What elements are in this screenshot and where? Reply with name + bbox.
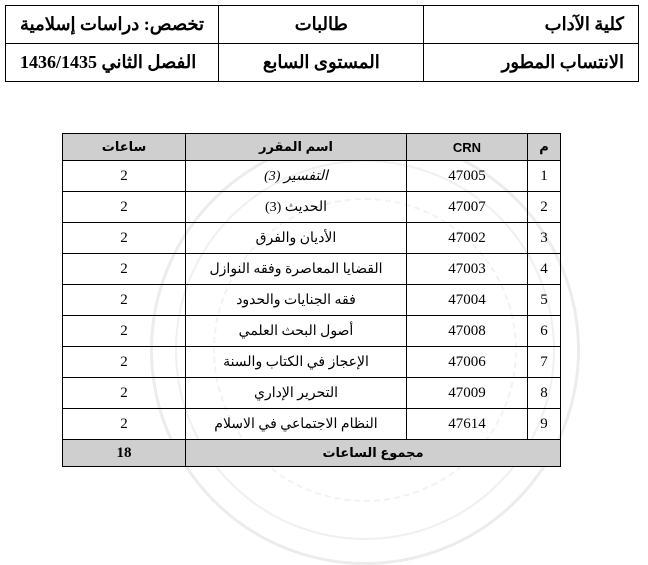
row-number: 9: [528, 409, 561, 440]
total-hours-label: مجموع الساعات: [186, 440, 561, 467]
row-number: 7: [528, 347, 561, 378]
table-row: [63, 254, 561, 285]
row-number: 5: [528, 285, 561, 316]
row-hours: 2: [63, 285, 186, 316]
row-hours: 2: [63, 409, 186, 440]
header-row: [6, 44, 639, 82]
table-header-row: [63, 134, 561, 161]
row-number: 1: [528, 161, 561, 192]
row-crn: 47007: [407, 192, 528, 223]
column-header-num: م: [528, 134, 561, 161]
table-row: [63, 161, 561, 192]
row-course-name: التحرير الإداري: [186, 378, 407, 409]
table-row: [63, 316, 561, 347]
table-row: [63, 378, 561, 409]
header-table: [5, 5, 639, 82]
total-hours-value: 18: [63, 440, 186, 467]
row-number: 4: [528, 254, 561, 285]
row-number: 2: [528, 192, 561, 223]
row-crn: 47002: [407, 223, 528, 254]
row-crn: 47003: [407, 254, 528, 285]
row-course-name: الإعجاز في الكتاب والسنة: [186, 347, 407, 378]
row-hours: 2: [63, 223, 186, 254]
row-hours: 2: [63, 316, 186, 347]
specialization: تخصص: دراسات إسلامية: [6, 6, 219, 44]
row-crn: 47005: [407, 161, 528, 192]
row-crn: 47008: [407, 316, 528, 347]
column-header-crn: CRN: [407, 134, 528, 161]
header-row: [6, 6, 639, 44]
row-hours: 2: [63, 378, 186, 409]
row-crn: 47006: [407, 347, 528, 378]
row-number: 3: [528, 223, 561, 254]
row-number: 6: [528, 316, 561, 347]
student-category: طالبات: [219, 6, 424, 44]
row-hours: 2: [63, 192, 186, 223]
row-number: 8: [528, 378, 561, 409]
table-row: [63, 192, 561, 223]
table-row: [63, 223, 561, 254]
row-course-name: التفسير (3): [186, 161, 407, 192]
total-row: [63, 440, 561, 467]
column-header-course-name: اسم المقرر: [186, 134, 407, 161]
column-header-hours: ساعات: [63, 134, 186, 161]
row-course-name: فقه الجنايات والحدود: [186, 285, 407, 316]
row-crn: 47009: [407, 378, 528, 409]
row-crn: 47004: [407, 285, 528, 316]
table-row: [63, 409, 561, 440]
row-course-name: الأديان والفرق: [186, 223, 407, 254]
semester-label: الفصل الثاني 1436/1435: [6, 44, 219, 82]
academic-level: المستوى السابع: [219, 44, 424, 82]
row-course-name: أصول البحث العلمي: [186, 316, 407, 347]
program-type: الانتساب المطور: [424, 44, 639, 82]
row-hours: 2: [63, 347, 186, 378]
row-hours: 2: [63, 254, 186, 285]
courses-table: [62, 133, 561, 467]
table-row: [63, 347, 561, 378]
row-course-name: القضايا المعاصرة وفقه النوازل: [186, 254, 407, 285]
row-hours: 2: [63, 161, 186, 192]
row-course-name: النظام الاجتماعي في الاسلام: [186, 409, 407, 440]
college-name: كلية الآداب: [424, 6, 639, 44]
row-course-name: الحديث (3): [186, 192, 407, 223]
row-crn: 47614: [407, 409, 528, 440]
table-row: [63, 285, 561, 316]
